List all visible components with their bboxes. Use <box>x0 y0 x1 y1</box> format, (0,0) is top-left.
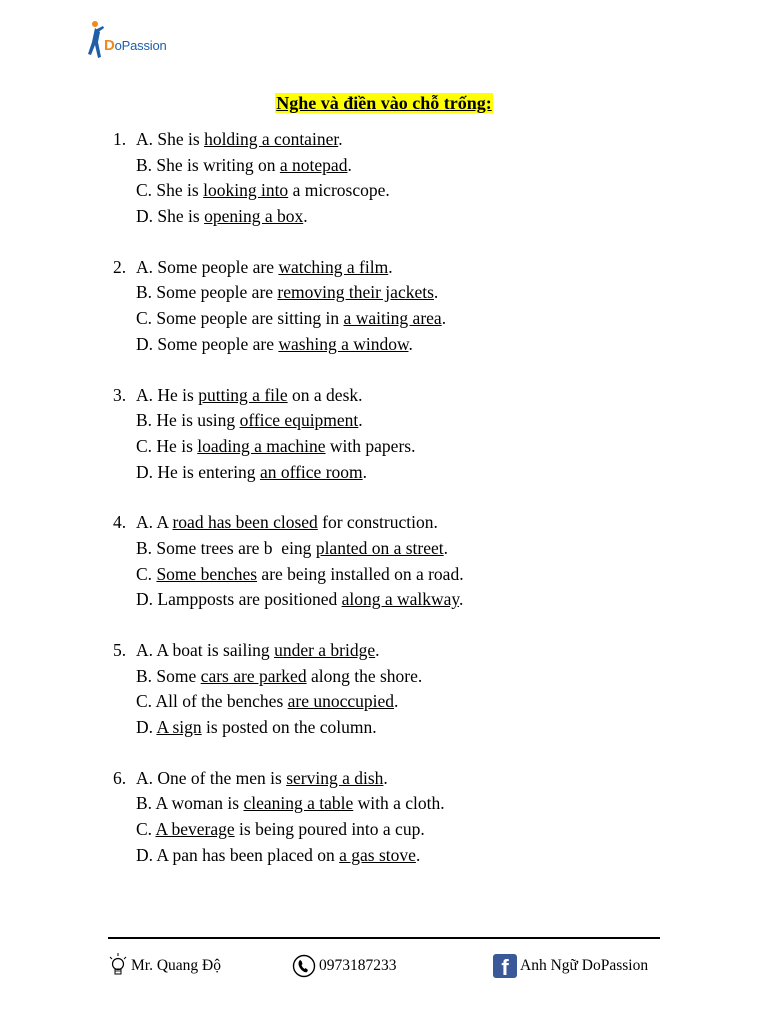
filled-blank: looking into <box>203 180 289 201</box>
filled-blank: a notepad <box>279 154 348 175</box>
option-text: C. She is <box>136 180 204 201</box>
answer-option <box>113 280 464 306</box>
option-text: . <box>408 333 413 354</box>
option-text: . <box>459 589 464 610</box>
answer-option <box>113 689 464 715</box>
answer-option <box>113 460 464 486</box>
option-text: are being installed on a road. <box>257 563 464 584</box>
filled-blank: along a walkway <box>341 589 460 610</box>
option-text: C. All of the benches <box>136 691 288 712</box>
filled-blank: putting a file <box>198 384 288 405</box>
option-text: is posted on the column. <box>201 717 377 738</box>
option-text: with a cloth. <box>353 793 445 814</box>
option-text: . <box>375 640 380 660</box>
dopassion-logo <box>86 20 166 62</box>
filled-blank: A sign <box>156 717 202 738</box>
filled-blank: under a bridge <box>274 640 376 660</box>
answer-option <box>113 587 464 613</box>
option-text: B. She is writing on <box>136 154 280 175</box>
option-text: A. He is <box>136 384 199 405</box>
filled-blank: opening a box <box>204 206 304 227</box>
option-text: B. Some people are <box>136 282 278 303</box>
footer-divider <box>108 937 660 939</box>
phone-icon <box>292 953 316 979</box>
footer-phone <box>292 950 397 982</box>
question-number: 1. <box>113 129 127 149</box>
option-text: . <box>362 461 368 482</box>
answer-option <box>113 383 464 409</box>
teacher-name: Mr. Quang Độ <box>131 957 221 974</box>
option-text: . <box>441 308 447 329</box>
question-number: 5. <box>113 640 127 660</box>
answer-option <box>113 664 464 690</box>
option-text: B. Some <box>136 665 201 686</box>
answer-option <box>113 153 464 179</box>
answer-option <box>113 562 464 588</box>
option-text: . <box>347 154 352 175</box>
answer-option <box>113 536 464 562</box>
option-text: D. Lampposts are positioned <box>136 589 342 610</box>
question-6 <box>113 766 464 869</box>
answer-option <box>113 817 464 843</box>
lightbulb-icon <box>108 953 128 979</box>
answer-option <box>113 127 464 153</box>
option-text: C. <box>136 563 157 584</box>
filled-blank: office equipment <box>239 410 359 431</box>
footer-teacher <box>108 950 221 982</box>
option-text: C. Some people are sitting in <box>136 308 344 329</box>
filled-blank: cleaning a table <box>243 793 354 814</box>
answer-option <box>113 715 464 741</box>
logo-wordmark: DoPassion <box>104 37 167 54</box>
option-text: A. A boat is sailing <box>136 640 275 660</box>
option-text: D. A pan has been placed on <box>136 844 340 865</box>
answer-option <box>113 204 464 230</box>
answer-option <box>113 638 464 664</box>
option-text: D. Some people are <box>136 333 279 354</box>
option-text: a microscope. <box>288 180 390 201</box>
filled-blank: Some benches <box>156 563 258 584</box>
option-text: on a desk. <box>287 384 363 405</box>
option-text: A. One of the men is <box>136 767 287 788</box>
option-text: B. Some trees are b eing <box>136 537 316 558</box>
answer-option <box>113 434 464 460</box>
answer-option <box>113 510 464 536</box>
footer-facebook <box>493 950 648 982</box>
question-1 <box>113 127 464 230</box>
filled-blank: cars are parked <box>200 665 307 686</box>
question-4 <box>113 510 464 613</box>
option-text: . <box>394 691 399 712</box>
phone-number: 0973187233 <box>319 957 397 974</box>
option-text: A. She is <box>136 129 205 149</box>
answer-option <box>113 178 464 204</box>
answer-option <box>113 791 464 817</box>
option-text: . <box>415 844 421 865</box>
question-2 <box>113 255 464 358</box>
option-text: D. <box>136 717 157 738</box>
option-text: . <box>358 410 363 431</box>
answer-option <box>113 843 464 869</box>
answer-option <box>113 766 464 792</box>
filled-blank: watching a film <box>278 256 389 277</box>
filled-blank: road has been closed <box>172 512 318 533</box>
option-text: C. <box>136 819 156 840</box>
question-number: 3. <box>113 384 127 405</box>
answer-option <box>113 408 464 434</box>
option-text: B. He is using <box>136 410 240 431</box>
option-text: B. A woman is <box>136 793 244 814</box>
filled-blank: holding a container <box>204 129 339 149</box>
filled-blank: removing their jackets <box>277 282 434 303</box>
filled-blank: an office room <box>259 461 363 482</box>
option-text: D. She is <box>136 206 205 227</box>
filled-blank: a gas stove <box>339 844 416 865</box>
option-text: . <box>338 129 343 149</box>
filled-blank: loading a machine <box>197 435 326 456</box>
question-5 <box>113 638 464 741</box>
runner-logo-icon <box>86 20 106 62</box>
answer-option <box>113 255 464 281</box>
filled-blank: washing a window <box>278 333 409 354</box>
option-text: . <box>303 206 308 227</box>
filled-blank: serving a dish <box>286 767 384 788</box>
option-text: for construction. <box>317 512 438 533</box>
option-text: . <box>443 537 448 558</box>
option-text: along the shore. <box>306 665 423 686</box>
option-text: is being poured into a cup. <box>234 819 425 840</box>
filled-blank: a waiting area <box>343 308 442 329</box>
answer-option <box>113 306 464 332</box>
question-number: 6. <box>113 767 127 788</box>
question-number: 4. <box>113 512 127 533</box>
question-3 <box>113 383 464 486</box>
question-list <box>113 127 464 894</box>
option-text: . <box>388 256 393 277</box>
facebook-page-name: Anh Ngữ DoPassion <box>520 957 649 974</box>
option-text: D. He is entering <box>136 461 260 482</box>
option-text: A. Some people are <box>136 256 279 277</box>
question-number: 2. <box>113 256 127 277</box>
filled-blank: are unoccupied <box>287 691 395 712</box>
option-text: A. A <box>136 512 173 533</box>
option-text: . <box>433 282 439 303</box>
page-title: Nghe và điền vào chỗ trống: <box>276 93 492 113</box>
option-text: with papers. <box>325 435 416 456</box>
facebook-icon: f <box>493 954 517 978</box>
option-text: C. He is <box>136 435 198 456</box>
filled-blank: planted on a street <box>315 537 444 558</box>
answer-option <box>113 332 464 358</box>
option-text: . <box>383 767 388 788</box>
filled-blank: A beverage <box>155 819 235 840</box>
